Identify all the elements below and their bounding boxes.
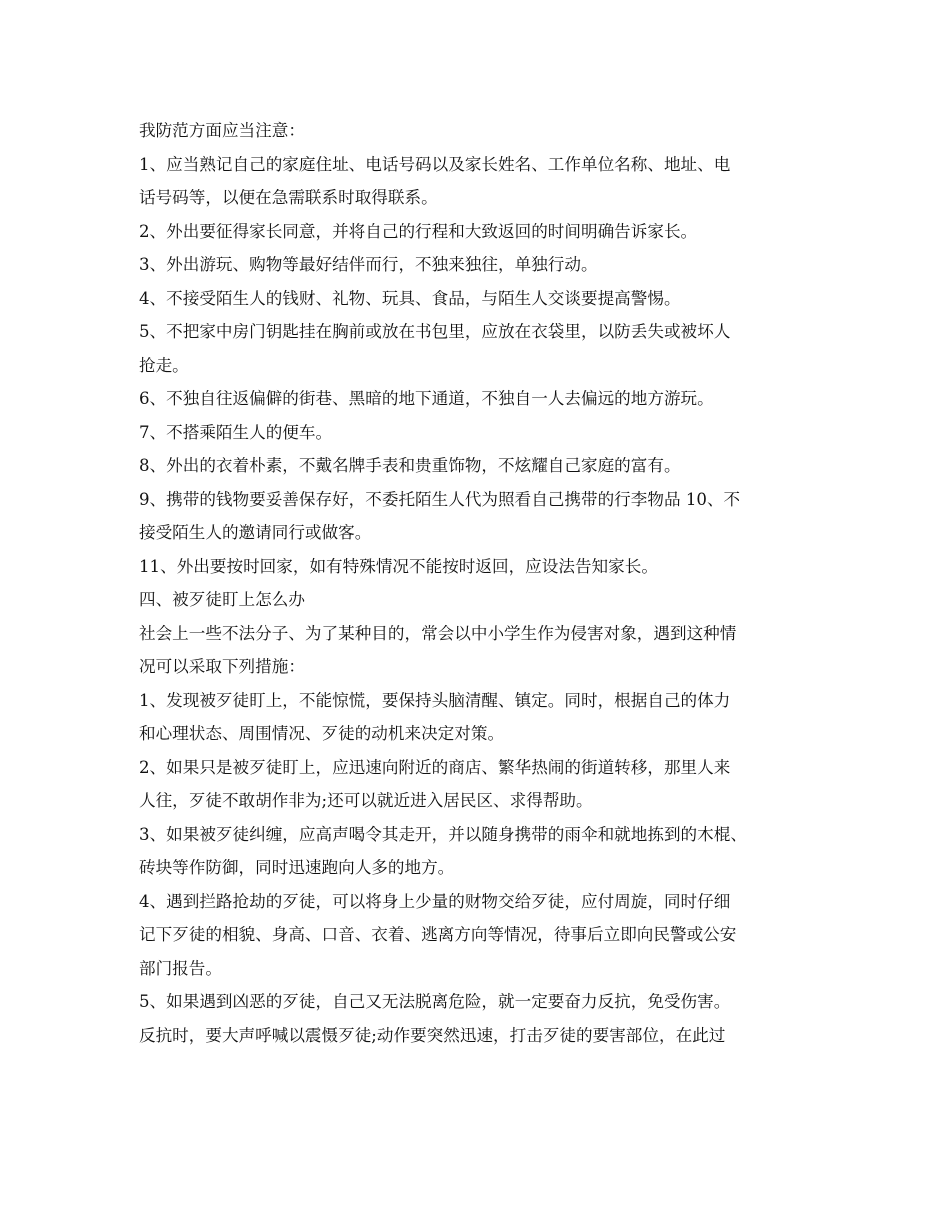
text-line: 11、外出要按时回家，如有特殊情况不能按时返回，应设法告知家长。: [139, 556, 658, 576]
text-line: 砖块等作防御，同时迅速跑向人多的地方。: [139, 858, 455, 877]
text-line: 1、发现被歹徒盯上，不能惊慌，要保持头脑清醒、镇定。同时，根据自己的体力: [139, 690, 731, 710]
text-line: 3、外出游玩、购物等最好结伴而行，不独来独往，单独行动。: [139, 255, 598, 274]
text-line: 3、如果被歹徒纠缠，应高声喝令其走开，并以随身携带的雨伞和就地拣到的木棍、: [139, 824, 747, 844]
section-heading: 四、被歹徒盯上怎么办: [139, 590, 305, 609]
text-line: 2、如果只是被歹徒盯上，应迅速向附近的商店、繁华热闹的街道转移，那里人来: [139, 757, 731, 777]
text-line: 5、不把家中房门钥匙挂在胸前或放在书包里，应放在衣袋里，以防丢失或被坏人: [139, 322, 731, 341]
text-line: 6、不独自往返偏僻的街巷、黑暗的地下通道，不独自一人去偏远的地方游玩。: [139, 389, 714, 408]
text-line: 8、外出的衣着朴素，不戴名牌手表和贵重饰物，不炫耀自己家庭的富有。: [139, 456, 681, 475]
text-line: 4、遇到拦路抢劫的歹徒，可以将身上少量的财物交给歹徒，应付周旋，同时仔细: [139, 891, 731, 911]
text-line: 接受陌生人的邀请同行或做客。: [139, 523, 372, 542]
text-line: 9、携带的钱物要妥善保存好，不委托陌生人代为照看自己携带的行李物品 10、不: [139, 489, 741, 509]
text-line: 和心理状态、周围情况、歹徒的动机来决定对策。: [139, 724, 505, 743]
text-line: 5、如果遇到凶恶的歹徒，自己又无法脱离危险，就一定要奋力反抗，免受伤害。: [139, 992, 731, 1011]
text-line: 反抗时，要大声呼喊以震慑歹徒;动作要突然迅速，打击歹徒的要害部位，在此过: [139, 1025, 726, 1045]
text-line: 况可以采取下列措施：: [139, 657, 305, 676]
text-line: 1、应当熟记自己的家庭住址、电话号码以及家长姓名、工作单位名称、地址、电: [139, 154, 731, 174]
text-line: 我防范方面应当注意：: [139, 121, 305, 140]
text-line: 4、不接受陌生人的钱财、礼物、玩具、食品，与陌生人交谈要提高警惕。: [139, 288, 681, 308]
text-line: 2、外出要征得家长同意，并将自己的行程和大致返回的时间明确告诉家长。: [139, 221, 698, 241]
text-line: 抢走。: [139, 355, 189, 375]
text-line: 话号码等，以便在急需联系时取得联系。: [139, 188, 438, 207]
document-page: [139, 114, 839, 1052]
text-line: 记下歹徒的相貌、身高、口音、衣着、逃离方向等情况，待事后立即向民警或公安: [139, 925, 737, 944]
text-line: 社会上一些不法分子、为了某种目的，常会以中小学生作为侵害对象，遇到这种情: [139, 623, 737, 643]
text-line: 7、不搭乘陌生人的便车。: [139, 422, 333, 442]
text-line: 人往，歹徒不敢胡作非为;还可以就近进入居民区、求得帮助。: [139, 791, 593, 810]
text-line: 部门报告。: [139, 958, 222, 978]
